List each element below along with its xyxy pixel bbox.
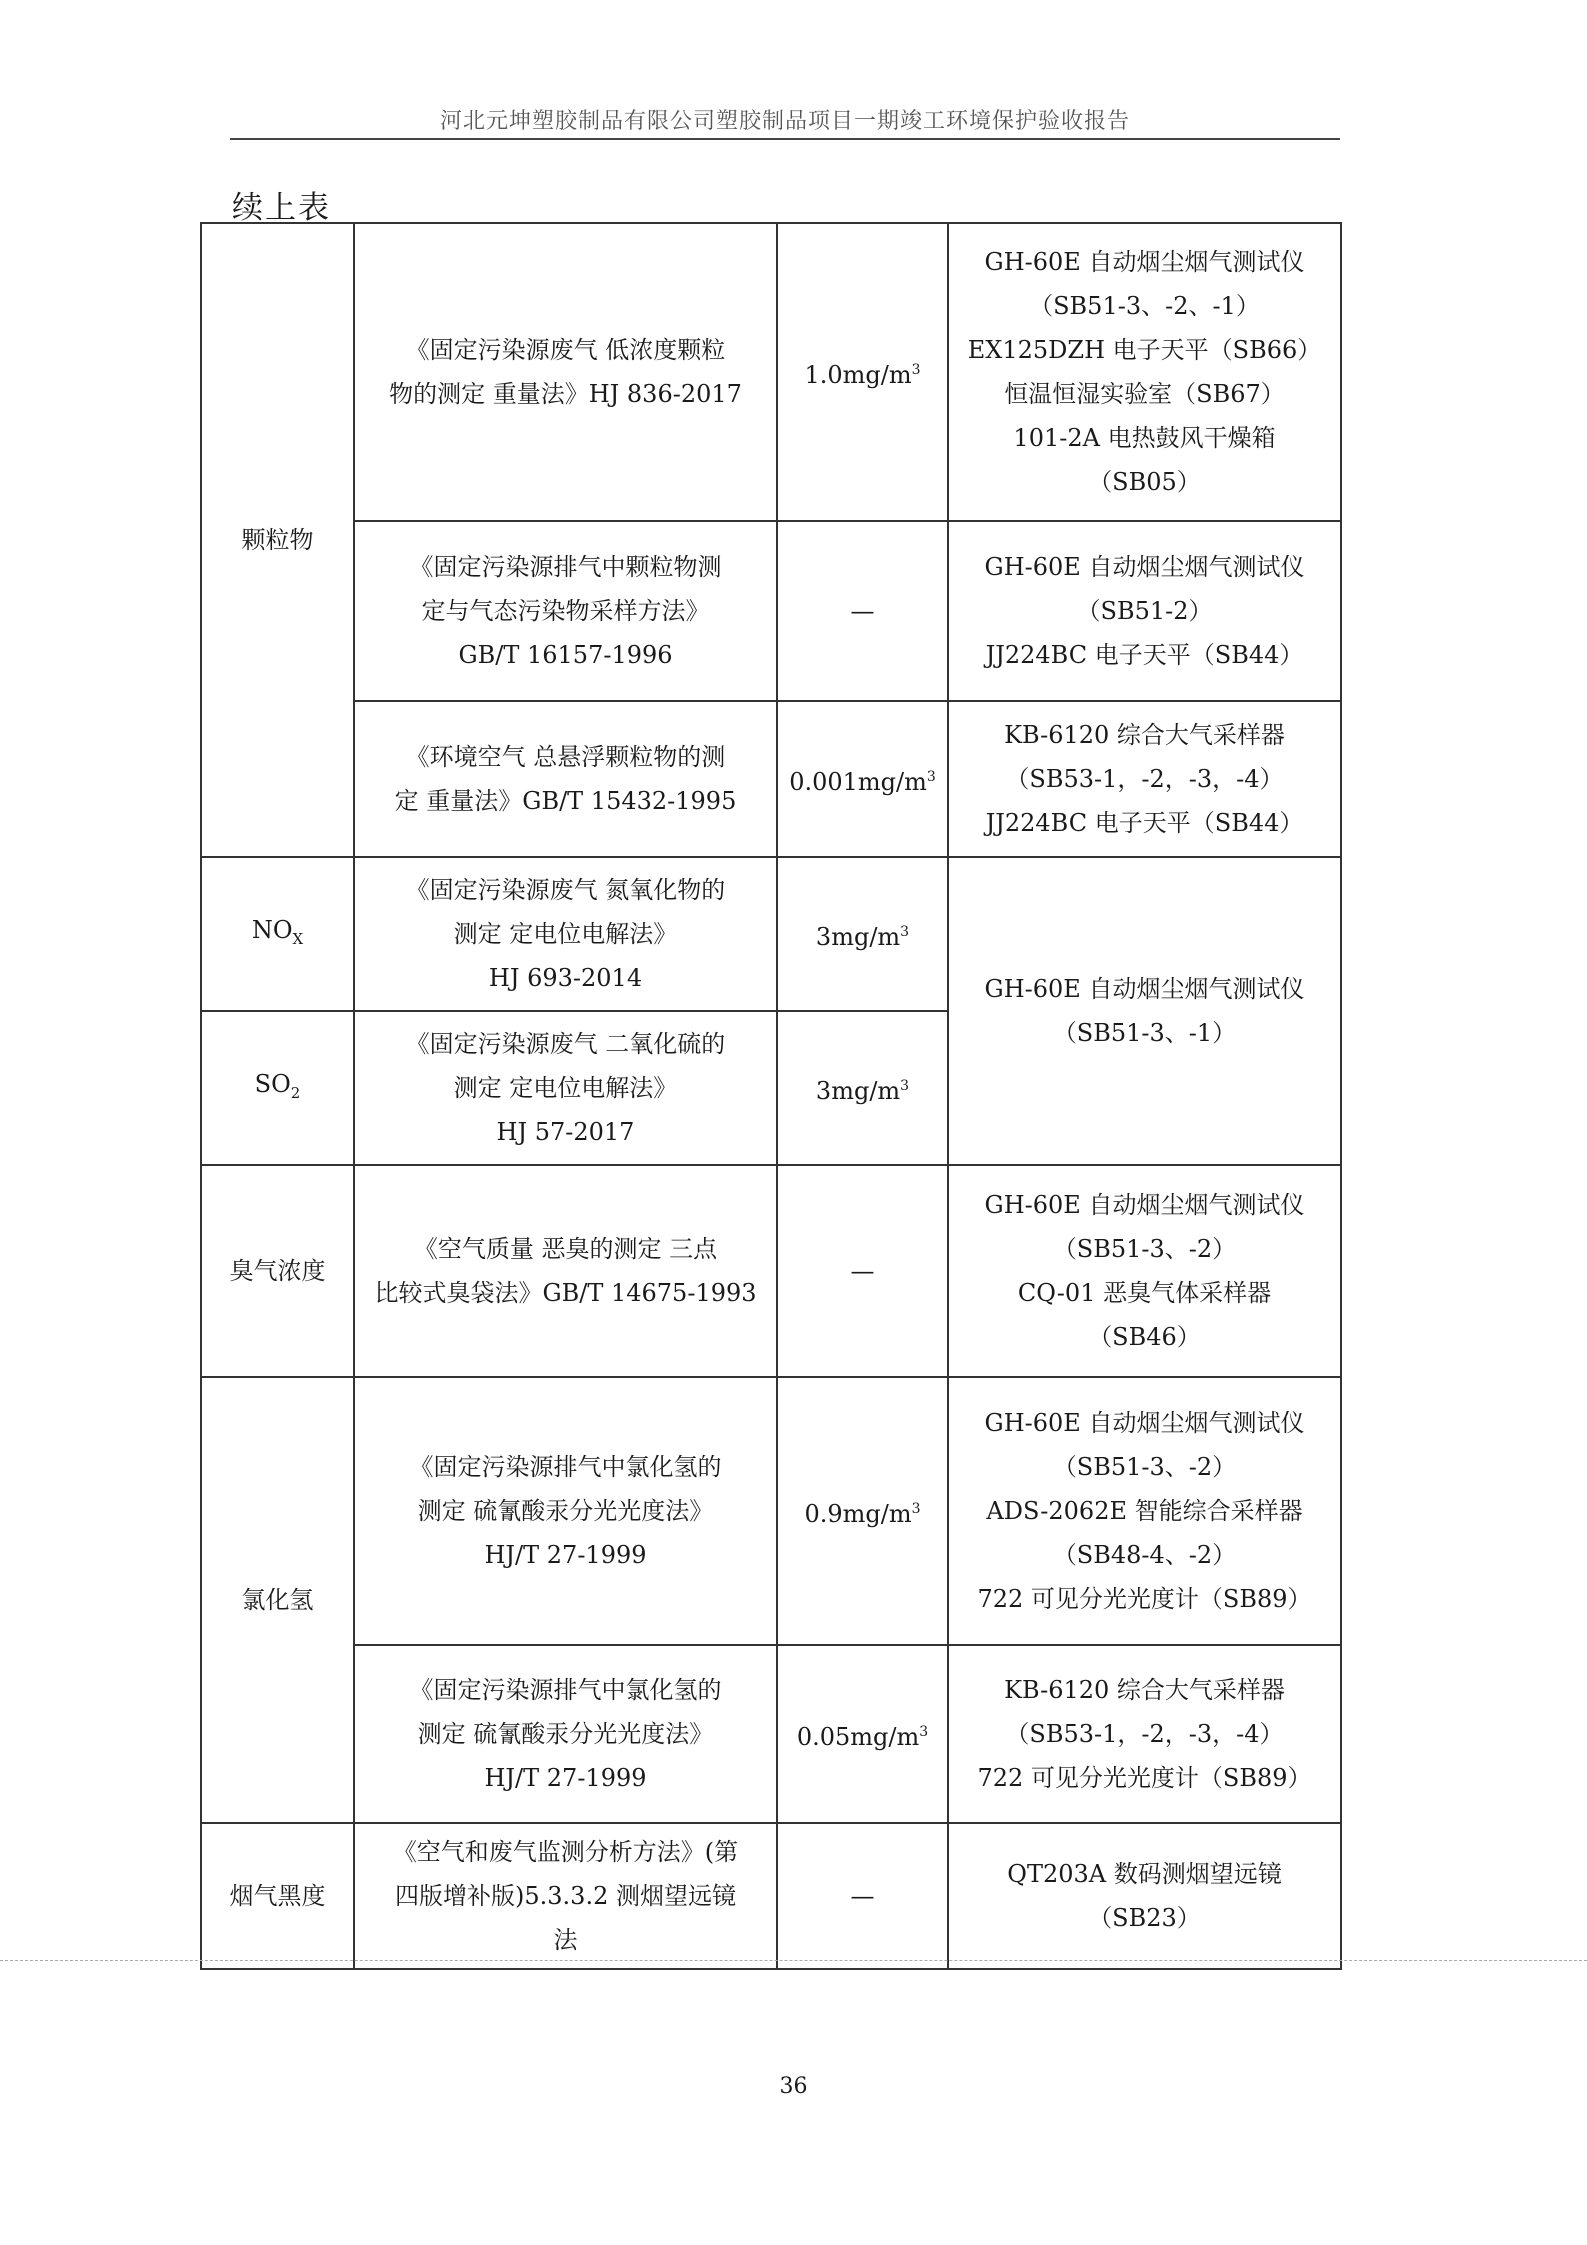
limit-cell: $0.001mg/m^3$ bbox=[777, 701, 948, 857]
equipment-cell: KB-6120 综合大气采样器 （SB53-1，-2，-3，-4） 722 可见分光光度计（SB89） bbox=[948, 1645, 1341, 1823]
method-cell: 《固定污染源排气中氯化氢的 测定 硫氰酸汞分光光度法》 HJ/T 27-1999 bbox=[354, 1645, 777, 1823]
equipment-cell: KB-6120 综合大气采样器 （SB53-1，-2，-3，-4） JJ224BC 电子天平（SB44） bbox=[948, 701, 1341, 857]
method-cell: 《空气质量 恶臭的测定 三点 比较式臭袋法》GB/T 14675-1993 bbox=[354, 1165, 777, 1377]
item-cell-so2: $SO_2$ bbox=[201, 1011, 354, 1165]
method-cell: 《固定污染源废气 二氧化硫的 测定 定电位电解法》 HJ 57-2017 bbox=[354, 1011, 777, 1165]
table-row bbox=[201, 1377, 1341, 1645]
header-rule bbox=[230, 138, 1340, 140]
table-row bbox=[201, 701, 1341, 857]
item-cell-smoke: 烟气黑度 bbox=[201, 1823, 354, 1969]
equipment-cell: GH-60E 自动烟尘烟气测试仪 （SB51-3、-2） ADS-2062E 智能综合采样器 （SB48-4、-2） 722 可见分光光度计（SB89） bbox=[948, 1377, 1341, 1645]
item-cell-hcl: 氯化氢 bbox=[201, 1377, 354, 1823]
limit-cell: — bbox=[777, 1165, 948, 1377]
limit-cell: $3mg/m^3$ bbox=[777, 857, 948, 1011]
table-row bbox=[201, 857, 1341, 1011]
document-header: 河北元坤塑胶制品有限公司塑胶制品项目一期竣工环境保护验收报告 bbox=[439, 109, 1130, 134]
method-cell: 《固定污染源废气 氮氧化物的 测定 定电位电解法》 HJ 693-2014 bbox=[354, 857, 777, 1011]
method-cell: 《固定污染源排气中氯化氢的 测定 硫氰酸汞分光光度法》 HJ/T 27-1999 bbox=[354, 1377, 777, 1645]
limit-cell: — bbox=[777, 1823, 948, 1969]
equipment-cell: GH-60E 自动烟尘烟气测试仪 （SB51-3、-1） bbox=[948, 857, 1341, 1165]
method-cell: 《固定污染源排气中颗粒物测 定与气态污染物采样方法》 GB/T 16157-1996 bbox=[354, 521, 777, 701]
method-cell: 《环境空气 总悬浮颗粒物的测 定 重量法》GB/T 15432-1995 bbox=[354, 701, 777, 857]
equipment-cell: QT203A 数码测烟望远镜 （SB23） bbox=[948, 1823, 1341, 1969]
continued-label: 续上表 bbox=[232, 190, 331, 226]
item-cell-nox: $NO_X$ bbox=[201, 857, 354, 1011]
table-row bbox=[201, 1645, 1341, 1823]
table-row bbox=[201, 521, 1341, 701]
scan-artifact-line bbox=[0, 1960, 1587, 1961]
table-row bbox=[201, 1165, 1341, 1377]
table-row bbox=[201, 223, 1341, 521]
method-cell: 《固定污染源废气 低浓度颗粒 物的测定 重量法》HJ 836-2017 bbox=[354, 223, 777, 521]
equipment-cell: GH-60E 自动烟尘烟气测试仪 （SB51-3、-2、-1） EX125DZH 电子天平（SB66） 恒温恒湿实验室（SB67） 101-2A 电热鼓风干燥箱 （SB05） bbox=[948, 223, 1341, 521]
page-number: 36 bbox=[779, 2074, 808, 2099]
table-row bbox=[201, 1823, 1341, 1969]
monitoring-methods-table bbox=[200, 222, 1342, 1970]
limit-cell: $0.05mg/m^3$ bbox=[777, 1645, 948, 1823]
equipment-cell: GH-60E 自动烟尘烟气测试仪 （SB51-2） JJ224BC 电子天平（SB44） bbox=[948, 521, 1341, 701]
limit-cell: $1.0mg/m^3$ bbox=[777, 223, 948, 521]
limit-cell: — bbox=[777, 521, 948, 701]
limit-cell: $3mg/m^3$ bbox=[777, 1011, 948, 1165]
equipment-cell: GH-60E 自动烟尘烟气测试仪 （SB51-3、-2） CQ-01 恶臭气体采样器 （SB46） bbox=[948, 1165, 1341, 1377]
limit-cell: $0.9mg/m^3$ bbox=[777, 1377, 948, 1645]
method-cell: 《空气和废气监测分析方法》(第 四版增补版)5.3.3.2 测烟望远镜 法 bbox=[354, 1823, 777, 1969]
item-cell-particulate: 颗粒物 bbox=[201, 223, 354, 857]
item-cell-odor: 臭气浓度 bbox=[201, 1165, 354, 1377]
